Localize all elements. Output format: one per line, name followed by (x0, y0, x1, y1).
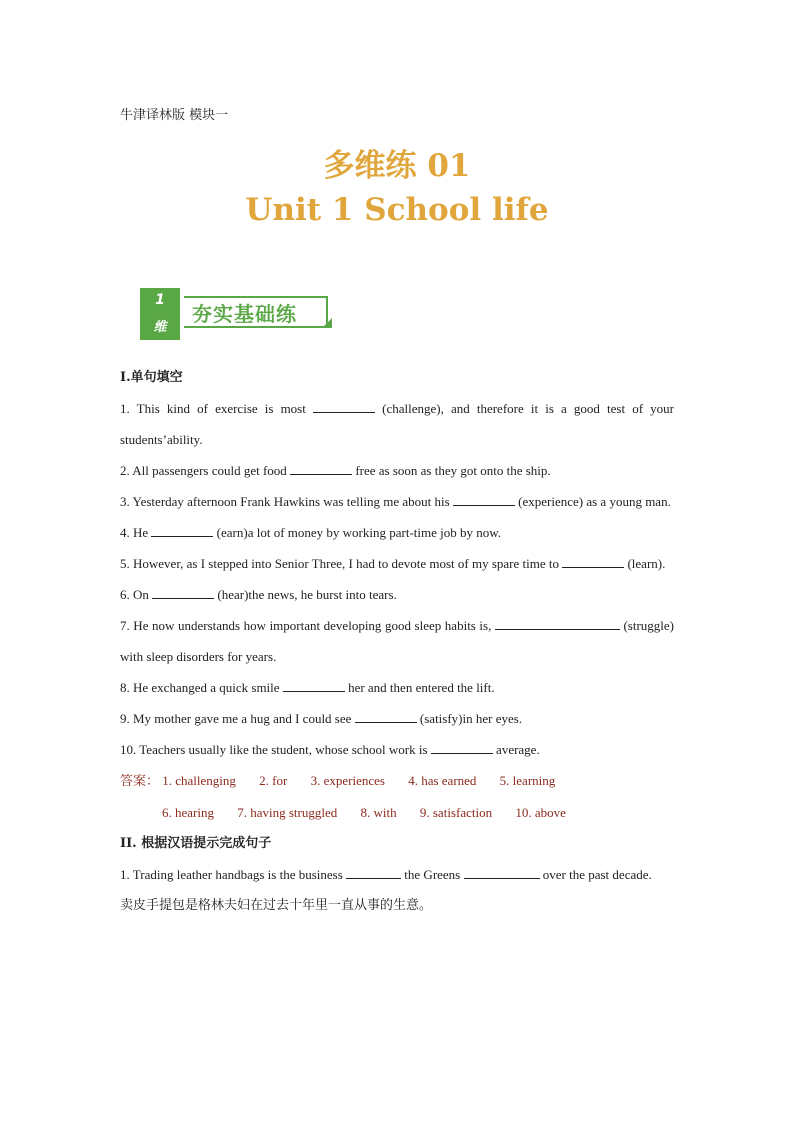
q6-text-b: (hear)the news, he burst into tears. (217, 587, 397, 602)
answer-item: 9. satisfaction (419, 805, 493, 820)
question-5 (120, 548, 674, 579)
s2q1-text-a: 1. Trading leather handbags is the business (120, 867, 343, 882)
q6-text-a: 6. On (120, 587, 149, 602)
q2-blank[interactable] (290, 460, 352, 475)
question-10 (120, 734, 674, 765)
section2-question-1 (120, 859, 674, 890)
badge-number-box (140, 288, 180, 340)
section-badge (140, 288, 340, 340)
answer-item: 4. has earned (408, 773, 477, 788)
page-title: 多维练 01 (323, 148, 471, 184)
header-note: 牛津译林版 模块一 (120, 108, 229, 123)
question-2 (120, 455, 674, 486)
q9-text-b: (satisfy)in her eyes. (419, 711, 523, 726)
q10-text-a: 10. Teachers usually like the student, whose school work is (120, 742, 428, 757)
question-6 (120, 579, 674, 610)
q3-text-b: (experience) as a young man. (518, 494, 671, 509)
answer-label: 答案： (120, 774, 160, 789)
question-7 (120, 610, 674, 672)
answer-item: 3. experiences (310, 773, 385, 788)
q1-blank[interactable] (313, 398, 375, 413)
answer-item: 8. with (360, 805, 397, 820)
question-3 (120, 486, 674, 517)
answer-line-2 (120, 797, 674, 828)
q7-text-b: (struggle) with sleep disorders for years. (120, 618, 675, 664)
badge-label: 夯实基础练 (192, 302, 297, 326)
answer-item: 7. having struggled (237, 805, 338, 820)
q1-text-a: 1. This kind of exercise is most (120, 401, 306, 416)
page-subtitle: Unit 1 School life (245, 192, 549, 228)
answer-line-1 (120, 765, 674, 797)
exercise-content (120, 362, 674, 921)
answer-item: 6. hearing (162, 805, 214, 820)
q3-text-a: 3. Yesterday afternoon Frank Hawkins was telling me about his (120, 494, 450, 509)
s2q1-blank-2[interactable] (464, 864, 540, 879)
question-9 (120, 703, 674, 734)
question-8 (120, 672, 674, 703)
section1-heading: I.单句填空 (120, 370, 183, 385)
q6-blank[interactable] (152, 584, 214, 599)
q8-blank[interactable] (283, 677, 345, 692)
badge-corner-decoration (322, 318, 332, 328)
q8-text-b: her and then entered the lift. (348, 680, 495, 695)
answer-item: 1. challenging (162, 773, 236, 788)
q5-text-b: (learn). (627, 556, 666, 571)
q3-blank[interactable] (453, 491, 515, 506)
answer-key (120, 765, 674, 828)
q9-text-a: 9. My mother gave me a hug and I could see (120, 711, 352, 726)
q10-text-b: average. (496, 742, 540, 757)
q2-text-a: 2. All passengers could get food (120, 463, 287, 478)
s2q1-text-b: the Greens (404, 867, 461, 882)
question-1 (120, 393, 674, 455)
q10-blank[interactable] (431, 739, 493, 754)
section2-heading: II. 根据汉语提示完成句子 (120, 836, 272, 851)
answer-item: 10. above (515, 805, 566, 820)
q9-blank[interactable] (355, 708, 417, 723)
s2q1-chinese-prompt: 卖皮手提包是格林夫妇在过去十年里一直从事的生意。 (120, 898, 433, 913)
answer-item: 5. learning (499, 773, 556, 788)
answer-item: 2. for (259, 773, 288, 788)
s2q1-blank-1[interactable] (346, 864, 401, 879)
q4-text-b: (earn)a lot of money by working part-time job by now. (216, 525, 502, 540)
q5-blank[interactable] (562, 553, 624, 568)
s2q1-text-c: over the past decade. (542, 867, 652, 882)
badge-dim: 维 (153, 320, 167, 335)
q2-text-b: free as soon as they got onto the ship. (355, 463, 551, 478)
q4-text-a: 4. He (120, 525, 149, 540)
q5-text-a: 5. However, as I stepped into Senior Three, I had to devote most of my spare time to (120, 556, 559, 571)
q8-text-a: 8. He exchanged a quick smile (120, 680, 280, 695)
question-4 (120, 517, 674, 548)
badge-number: 1 (155, 292, 165, 308)
q4-blank[interactable] (151, 522, 213, 537)
q7-text-a: 7. He now understands how important developing good sleep habits is, (120, 618, 492, 633)
q1-text-b: (challenge), and therefore it is a good test of your students’ability. (120, 401, 674, 447)
q7-blank[interactable] (495, 615, 620, 630)
